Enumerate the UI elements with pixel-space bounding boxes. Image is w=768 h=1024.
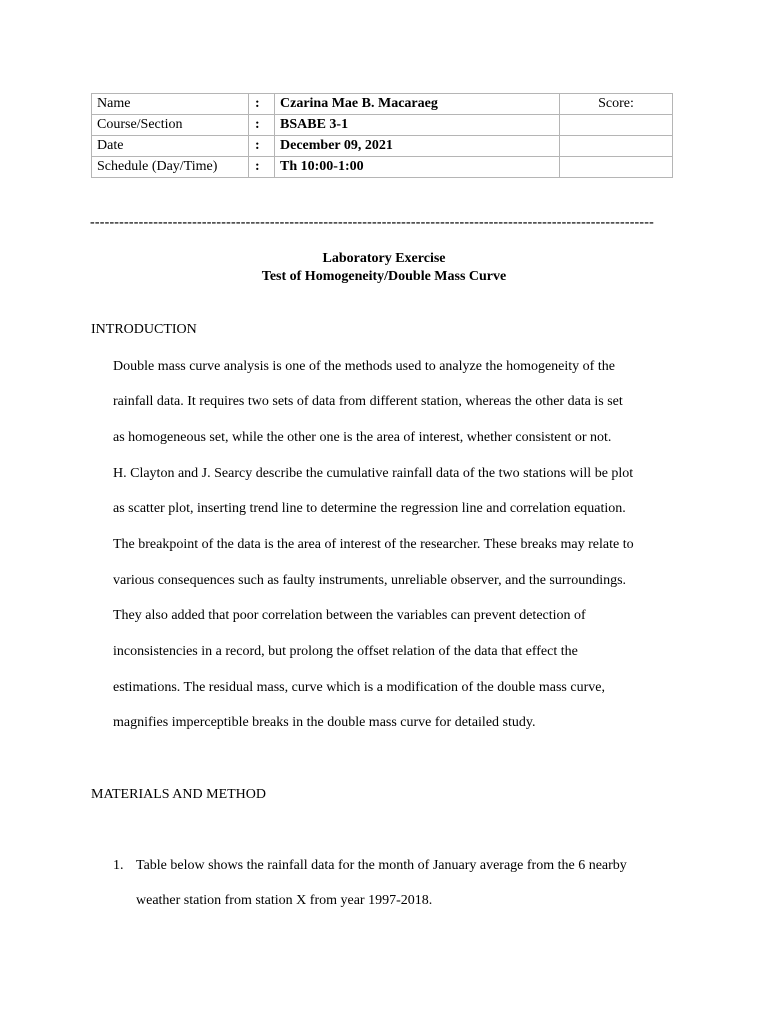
schedule-label: Schedule (Day/Time) xyxy=(92,157,249,178)
colon-separator: : xyxy=(249,115,275,136)
introduction-heading: INTRODUCTION xyxy=(91,322,197,337)
document-subtitle: Test of Homogeneity/Double Mass Curve xyxy=(261,269,507,284)
table-row xyxy=(92,136,673,157)
paragraph-line: rainfall data. It requires two sets of data from different station, whereas the other data is set xyxy=(113,394,623,409)
paragraph-line: as scatter plot, inserting trend line to determine the regression line and correlation equation. xyxy=(113,501,626,516)
colon-separator: : xyxy=(249,136,275,157)
document-title: Laboratory Exercise xyxy=(322,251,446,266)
date-label: Date xyxy=(92,136,249,157)
table-row xyxy=(92,94,673,115)
paragraph-line: as homogeneous set, while the other one is the area of interest, whether consistent or not. xyxy=(113,430,612,445)
score-cell xyxy=(560,115,673,136)
name-label: Name xyxy=(92,94,249,115)
colon-separator: : xyxy=(249,157,275,178)
course-section-value: BSABE 3-1 xyxy=(275,115,560,136)
paragraph-line: inconsistencies in a record, but prolong the offset relation of the data that effect the xyxy=(113,644,578,659)
date-value: December 09, 2021 xyxy=(275,136,560,157)
score-cell xyxy=(560,136,673,157)
paragraph-line: Double mass curve analysis is one of the methods used to analyze the homogeneity of the xyxy=(113,359,615,374)
list-item-line: Table below shows the rainfall data for the month of January average from the 6 nearby xyxy=(136,858,627,873)
score-cell xyxy=(560,157,673,178)
materials-heading: MATERIALS AND METHOD xyxy=(91,787,266,802)
paragraph-line: estimations. The residual mass, curve which is a modification of the double mass curve, xyxy=(113,680,605,695)
paragraph-line: magnifies imperceptible breaks in the double mass curve for detailed study. xyxy=(113,715,536,730)
student-info-table xyxy=(91,93,673,178)
schedule-value: Th 10:00-1:00 xyxy=(275,157,560,178)
table-row xyxy=(92,157,673,178)
table-row xyxy=(92,115,673,136)
paragraph-line: The breakpoint of the data is the area of interest of the researcher. These breaks may relate to xyxy=(113,537,634,552)
paragraph-line: H. Clayton and J. Searcy describe the cumulative rainfall data of the two stations will be plot xyxy=(113,466,634,481)
course-section-label: Course/Section xyxy=(92,115,249,136)
paragraph-line: various consequences such as faulty instruments, unreliable observer, and the surroundings. xyxy=(113,573,627,588)
dashed-divider: -------------------------------------------------------------------------------------------------------------------- xyxy=(90,215,655,230)
colon-separator: : xyxy=(249,94,275,115)
list-item-line: weather station from station X from year 1997-2018. xyxy=(136,893,433,908)
list-item-number: 1. xyxy=(113,858,124,873)
name-value: Czarina Mae B. Macaraeg xyxy=(275,94,560,115)
score-label: Score: xyxy=(560,94,673,115)
paragraph-line: They also added that poor correlation between the variables can prevent detection of xyxy=(113,608,586,623)
